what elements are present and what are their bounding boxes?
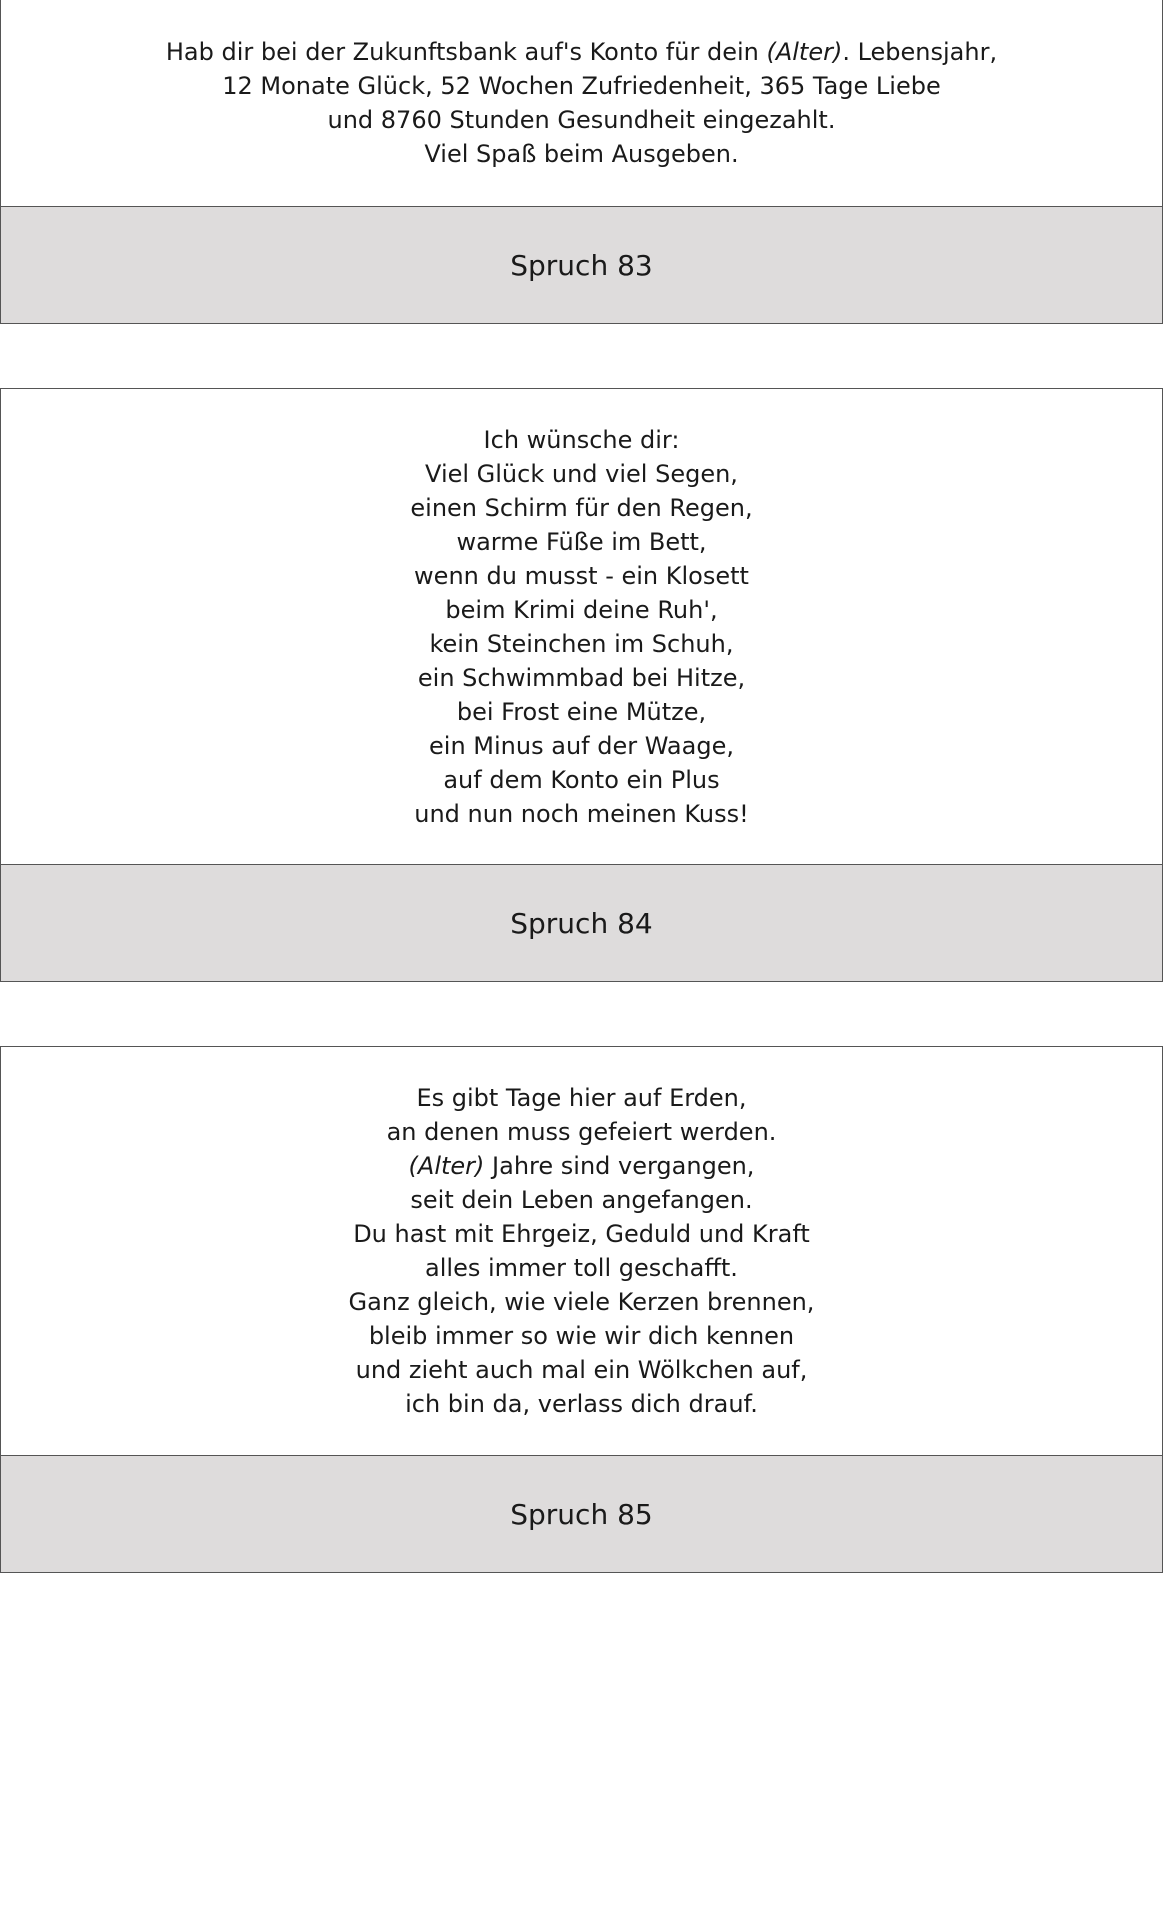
- verse-box: [1, 1047, 1162, 1456]
- verse-line: wenn du musst - ein Klosett: [414, 561, 749, 590]
- verse-line: an denen muss gefeiert werden.: [386, 1118, 777, 1146]
- verse-line: einen Schirm für den Regen,: [410, 493, 753, 522]
- label-bar: [1, 865, 1162, 981]
- verse-line: ich bin da, verlass dich drauf.: [405, 1390, 758, 1418]
- card-spruch-84: [0, 388, 1163, 982]
- verse-line: ein Minus auf der Waage,: [429, 731, 734, 760]
- verse-line: alles immer toll geschafft.: [425, 1254, 738, 1282]
- verse-text: [166, 35, 997, 171]
- verse-line: bleib immer so wie wir dich kennen: [368, 1322, 795, 1350]
- spruch-label: Spruch 85: [510, 1497, 653, 1531]
- verse-line: kein Steinchen im Schuh,: [429, 629, 734, 658]
- verse-line: (Alter) Jahre sind vergangen,: [408, 1152, 755, 1180]
- verse-line: Ganz gleich, wie viele Kerzen brennen,: [348, 1288, 815, 1316]
- label-bar: [1, 207, 1162, 323]
- verse-line: ein Schwimmbad bei Hitze,: [417, 663, 746, 692]
- spruch-label: Spruch 84: [510, 906, 653, 940]
- verse-line: Hab dir bei der Zukunftsbank auf's Konto für dein (Alter). Lebensjahr,: [165, 38, 998, 66]
- verse-line: Viel Spaß beim Ausgeben.: [424, 140, 739, 168]
- verse-line: seit dein Leben angefangen.: [410, 1186, 753, 1214]
- verse-line: und nun noch meinen Kuss!: [414, 799, 749, 828]
- verse-text: [349, 1081, 815, 1421]
- label-bar: [1, 1456, 1162, 1572]
- verse-line: und zieht auch mal ein Wölkchen auf,: [355, 1356, 808, 1384]
- verse-line: Es gibt Tage hier auf Erden,: [416, 1084, 747, 1112]
- verse-text: [410, 423, 752, 831]
- verse-line: warme Füße im Bett,: [456, 527, 707, 556]
- verse-line: Viel Glück und viel Segen,: [425, 459, 738, 488]
- verse-line: und 8760 Stunden Gesundheit eingezahlt.: [327, 106, 836, 134]
- card-spruch-85: [0, 1046, 1163, 1573]
- verse-box: [1, 0, 1162, 207]
- verse-box: [1, 389, 1162, 865]
- verse-line: beim Krimi deine Ruh',: [445, 595, 718, 624]
- verse-line: Du hast mit Ehrgeiz, Geduld und Kraft: [353, 1220, 810, 1248]
- verse-line: Ich wünsche dir:: [483, 425, 680, 454]
- spruch-label: Spruch 83: [510, 248, 653, 282]
- card-spruch-83: [0, 0, 1163, 324]
- verse-line: auf dem Konto ein Plus: [443, 765, 720, 794]
- verse-line: bei Frost eine Mütze,: [456, 697, 707, 726]
- verse-line: 12 Monate Glück, 52 Wochen Zufriedenheit, 365 Tage Liebe: [222, 72, 941, 100]
